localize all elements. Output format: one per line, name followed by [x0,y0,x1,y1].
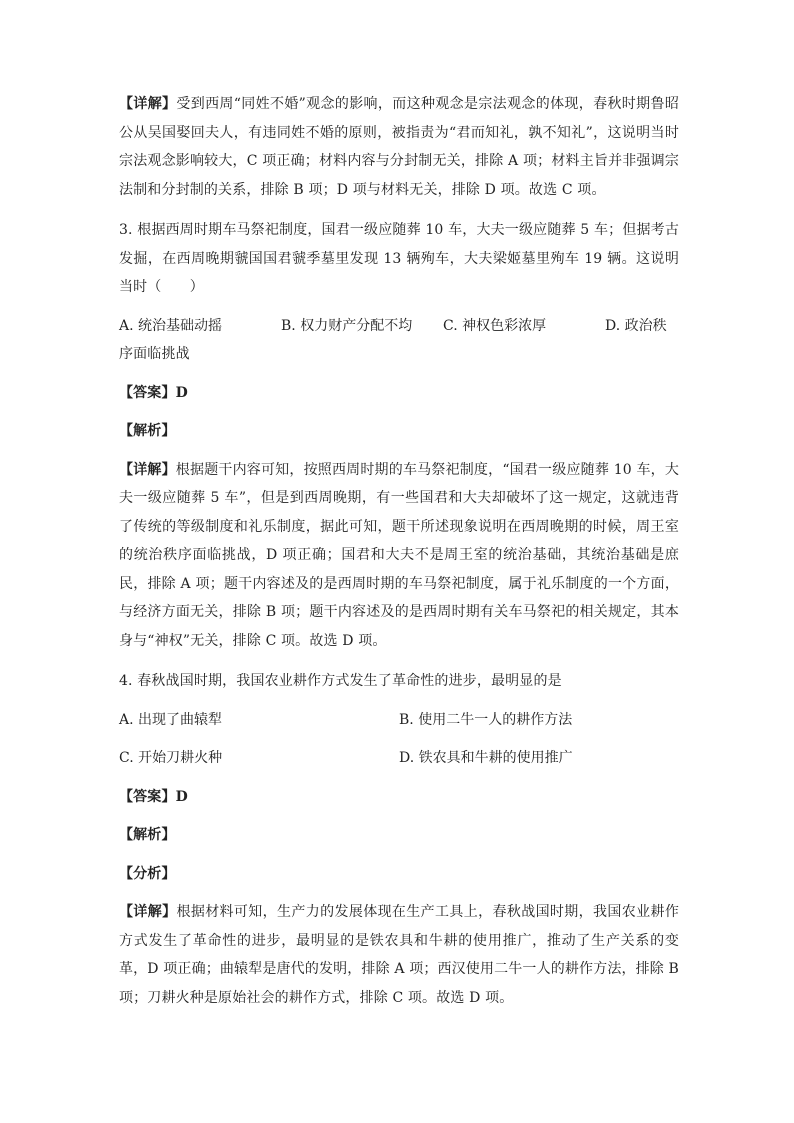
option-b: B. 权力财产分配不均 [281,317,413,334]
option-d-continued: 序面临挑战 [119,346,190,362]
option-d: D. 铁农具和牛耕的使用推广 [399,750,573,766]
detail-paragraph-q3 [119,456,679,656]
detail-tag: 【详解】 [119,461,176,478]
detail-text: 根据题干内容可知，按照西周时期的车马祭祀制度，“国君一级应随葬 10 车，大夫一级应随葬 5 车”，但是到西周晚期，有一些国君和大夫却破坏了这一规定，这就违背了传统的等级制度和礼乐制度，据此可知，题干所述现象说明在西周晚期的时候，周王室的统治秩序面临挑战，D 项正确；国君和大夫不是周王室的统治基础，其统治基础是庶民，排除 A 项；题干内容述及的是西周时期的车马祭祀制度，属于礼乐制度的一个方面，与经济方面无关，排除 B 项；题干内容述及的是西周时期有关车马祭祀的相关规定，其本身与“神权”无关，排除 C 项。故选 D 项。 [119,461,679,649]
question-4-stem: 4. 春秋战国时期，我国农业耕作方式发生了革命性的进步，最明显的是 [119,673,562,689]
answer-label-q3: 【答案】D [119,384,188,401]
detail-tag: 【详解】 [119,96,177,112]
detail-paragraph-q2 [119,90,679,204]
question-3-options [119,312,679,341]
option-b: B. 使用二牛一人的耕作方法 [399,711,573,728]
option-a: A. 出现了曲辕犁 [119,711,223,728]
option-d: D. 政治秩 [605,317,667,334]
fenxi-label-q4: 【分析】 [119,865,176,882]
detail-paragraph-q4 [119,898,679,1012]
document-page [119,90,679,1012]
detail-text: 受到西周“同姓不婚”观念的影响，而这种观念是宗法观念的体现，春秋时期鲁昭公从吴国娶回夫人，有违同姓不婚的原则，被指责为“君而知礼，孰不知礼”，这说明当时宗法观念影响较大，C 项正确；材料内容与分封制无关，排除 A 项；材料主旨并非强调宗法制和分封制的关系，排除 B 项；D 项与材料无关，排除 D 项。故选 C 项。 [119,96,679,198]
analysis-label-q3: 【解析】 [119,423,176,439]
question-3-stem: 3. 根据西周时期车马祭祀制度，国君一级应随葬 10 车，大夫一级应随葬 5 车；但据考古发掘，在西周晚期虢国国君虢季墓里发现 13 辆殉车，大夫梁姬墓里殉车 19 辆。这说明当时（ ） [119,222,679,295]
option-c: C. 神权色彩浓厚 [443,317,547,334]
question-4-options-row-1 [119,706,679,735]
analysis-label-q4: 【解析】 [119,827,176,843]
question-4-options-row-2 [119,744,679,773]
detail-tag: 【详解】 [119,904,177,920]
option-c: C. 开始刀耕火种 [119,750,223,766]
option-a: A. 统治基础动摇 [119,317,223,334]
detail-text: 根据材料可知，生产力的发展体现在生产工具上，春秋战国时期，我国农业耕作方式发生了革命性的进步，最明显的是铁农具和牛耕的使用推广，推动了生产关系的变革，D 项正确；曲辕犁是唐代的发明，排除 A 项；西汉使用二牛一人的耕作方法，排除 B 项；刀耕火种是原始社会的耕作方式，排除 C 项。故选 D 项。 [119,904,680,1006]
answer-label-q4: 【答案】D [119,788,188,805]
